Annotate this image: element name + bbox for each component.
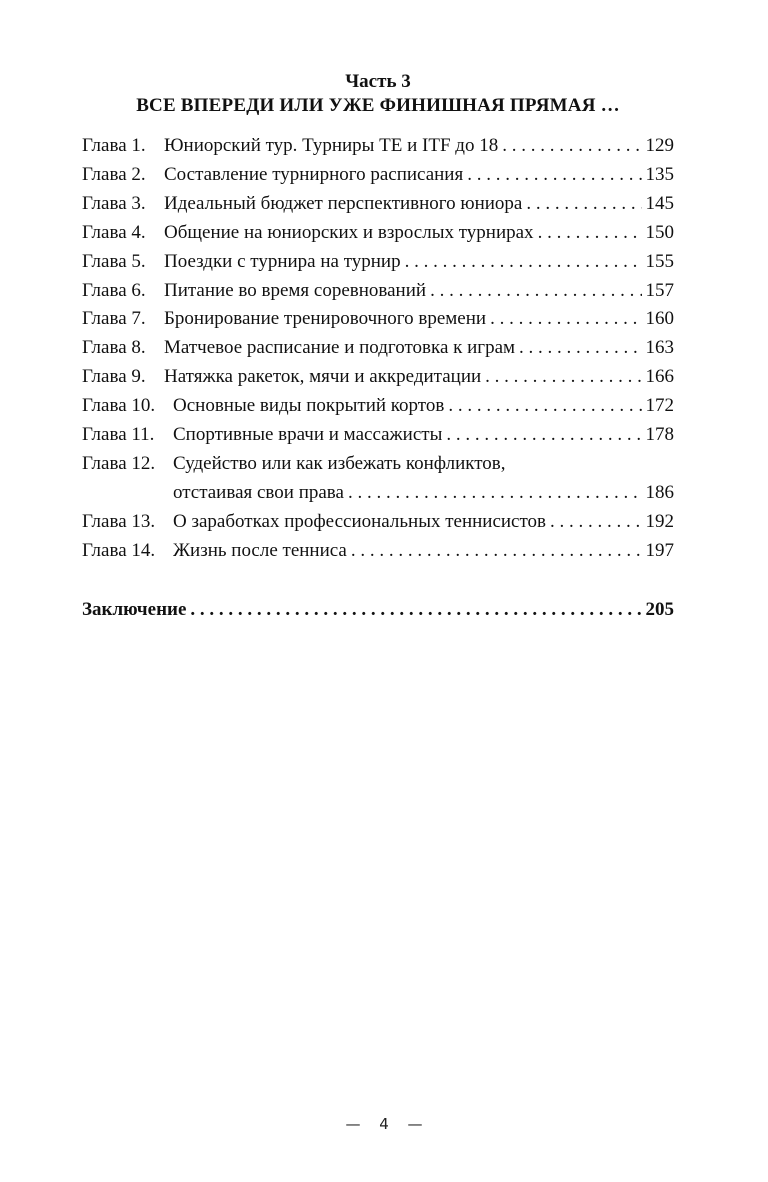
toc-entry-conclusion[interactable] <box>82 596 674 625</box>
chapter-label: Глава 7. <box>82 308 146 330</box>
page-number: 166 <box>645 366 674 388</box>
page-number: 157 <box>645 279 674 301</box>
chapter-label: Глава 11. <box>82 424 155 446</box>
chapter-title: Натяжка ракеток, мячи и аккредитации <box>164 366 482 388</box>
toc-entry-4[interactable] <box>82 219 674 248</box>
chapter-label: Глава 12. <box>82 452 156 474</box>
chapter-title: Питание во время соревнований <box>164 279 427 301</box>
toc-entry-6[interactable] <box>82 277 674 306</box>
dot-leader <box>448 392 641 421</box>
chapter-label: Глава 13. <box>82 510 156 532</box>
table-of-contents <box>82 132 674 566</box>
dot-leader <box>519 334 641 363</box>
dot-leader <box>190 596 641 625</box>
chapter-title: Поездки с турнира на турнир <box>164 250 401 272</box>
toc-entry-2[interactable] <box>82 161 674 190</box>
chapter-label: Глава 1. <box>82 135 146 156</box>
chapter-title: Общение на юниорских и взрослых турнирах <box>164 221 534 243</box>
chapter-title: Спортивные врачи и массажисты <box>173 424 443 446</box>
dot-leader <box>430 277 641 306</box>
part-heading: Часть 3 <box>345 71 411 92</box>
part-title: ВСЕ ВПЕРЕДИ ИЛИ УЖЕ ФИНИШНАЯ ПРЯМАЯ … <box>136 95 620 116</box>
dot-leader <box>502 132 641 161</box>
chapter-title: Юниорский тур. Турниры ТЕ и ITF до 18 <box>164 135 499 156</box>
page-number: 129 <box>645 135 674 156</box>
dot-leader <box>446 421 641 450</box>
page-number: 135 <box>645 163 674 185</box>
chapter-title: Бронирование тренировочного времени <box>164 308 487 330</box>
chapter-title-line1: Судейство или как избежать конфликтов, <box>173 452 506 474</box>
chapter-label: Глава 3. <box>82 192 146 214</box>
footer-dash-left: — <box>345 1115 361 1133</box>
toc-entry-14[interactable] <box>82 537 674 566</box>
toc-entry-10[interactable] <box>82 392 674 421</box>
chapter-label: Глава 8. <box>82 337 146 359</box>
page-number: 172 <box>645 395 674 417</box>
toc-entry-13[interactable] <box>82 508 674 537</box>
toc-entry-3[interactable] <box>82 190 674 219</box>
chapter-title: Матчевое расписание и подготовка к играм <box>164 337 516 359</box>
page-number: 178 <box>645 424 674 446</box>
chapter-title: О заработках профессиональных теннисистов <box>173 510 547 532</box>
chapter-title: Идеальный бюджет перспективного юниора <box>164 192 523 214</box>
dot-leader <box>348 479 642 508</box>
page-number: 150 <box>645 221 674 243</box>
chapter-label: Глава 14. <box>82 539 156 561</box>
dot-leader <box>538 219 642 248</box>
toc-entry-9[interactable] <box>82 363 674 392</box>
page-number: 145 <box>645 192 674 214</box>
conclusion-page-number: 205 <box>645 598 674 620</box>
page-number: 192 <box>645 510 674 532</box>
chapter-label: Глава 9. <box>82 366 146 388</box>
conclusion-title: Заключение <box>82 598 187 620</box>
dot-leader <box>490 305 641 334</box>
page-number: 155 <box>645 250 674 272</box>
chapter-label: Глава 5. <box>82 250 146 272</box>
toc-page <box>82 70 674 625</box>
dot-leader <box>550 508 641 537</box>
page-number: 197 <box>645 539 674 561</box>
dot-leader <box>526 190 641 219</box>
page-number: 160 <box>645 308 674 330</box>
chapter-title: Жизнь после тенниса <box>173 539 347 561</box>
chapter-title: Составление турнирного расписания <box>164 163 464 185</box>
toc-entry-11[interactable] <box>82 421 674 450</box>
chapter-title: Основные виды покрытий кортов <box>173 395 445 417</box>
chapter-label: Глава 2. <box>82 163 146 185</box>
page-footer <box>0 1115 768 1133</box>
footer-page-number: 4 <box>379 1115 389 1133</box>
footer-dash-right: — <box>407 1115 423 1133</box>
page-number: 163 <box>645 337 674 359</box>
dot-leader <box>405 248 642 277</box>
toc-entry-8[interactable] <box>82 334 674 363</box>
chapter-label: Глава 6. <box>82 279 146 301</box>
chapter-title-line2: отстаивая свои права <box>173 481 344 503</box>
toc-entry-5[interactable] <box>82 248 674 277</box>
toc-entry-7[interactable] <box>82 305 674 334</box>
chapter-label: Глава 10. <box>82 395 156 417</box>
toc-entry-1[interactable] <box>82 132 674 161</box>
toc-entry-12[interactable] <box>82 450 674 508</box>
dot-leader <box>351 537 642 566</box>
dot-leader <box>467 161 641 190</box>
dot-leader <box>485 363 641 392</box>
page-number: 186 <box>645 481 674 503</box>
chapter-label: Глава 4. <box>82 221 146 243</box>
